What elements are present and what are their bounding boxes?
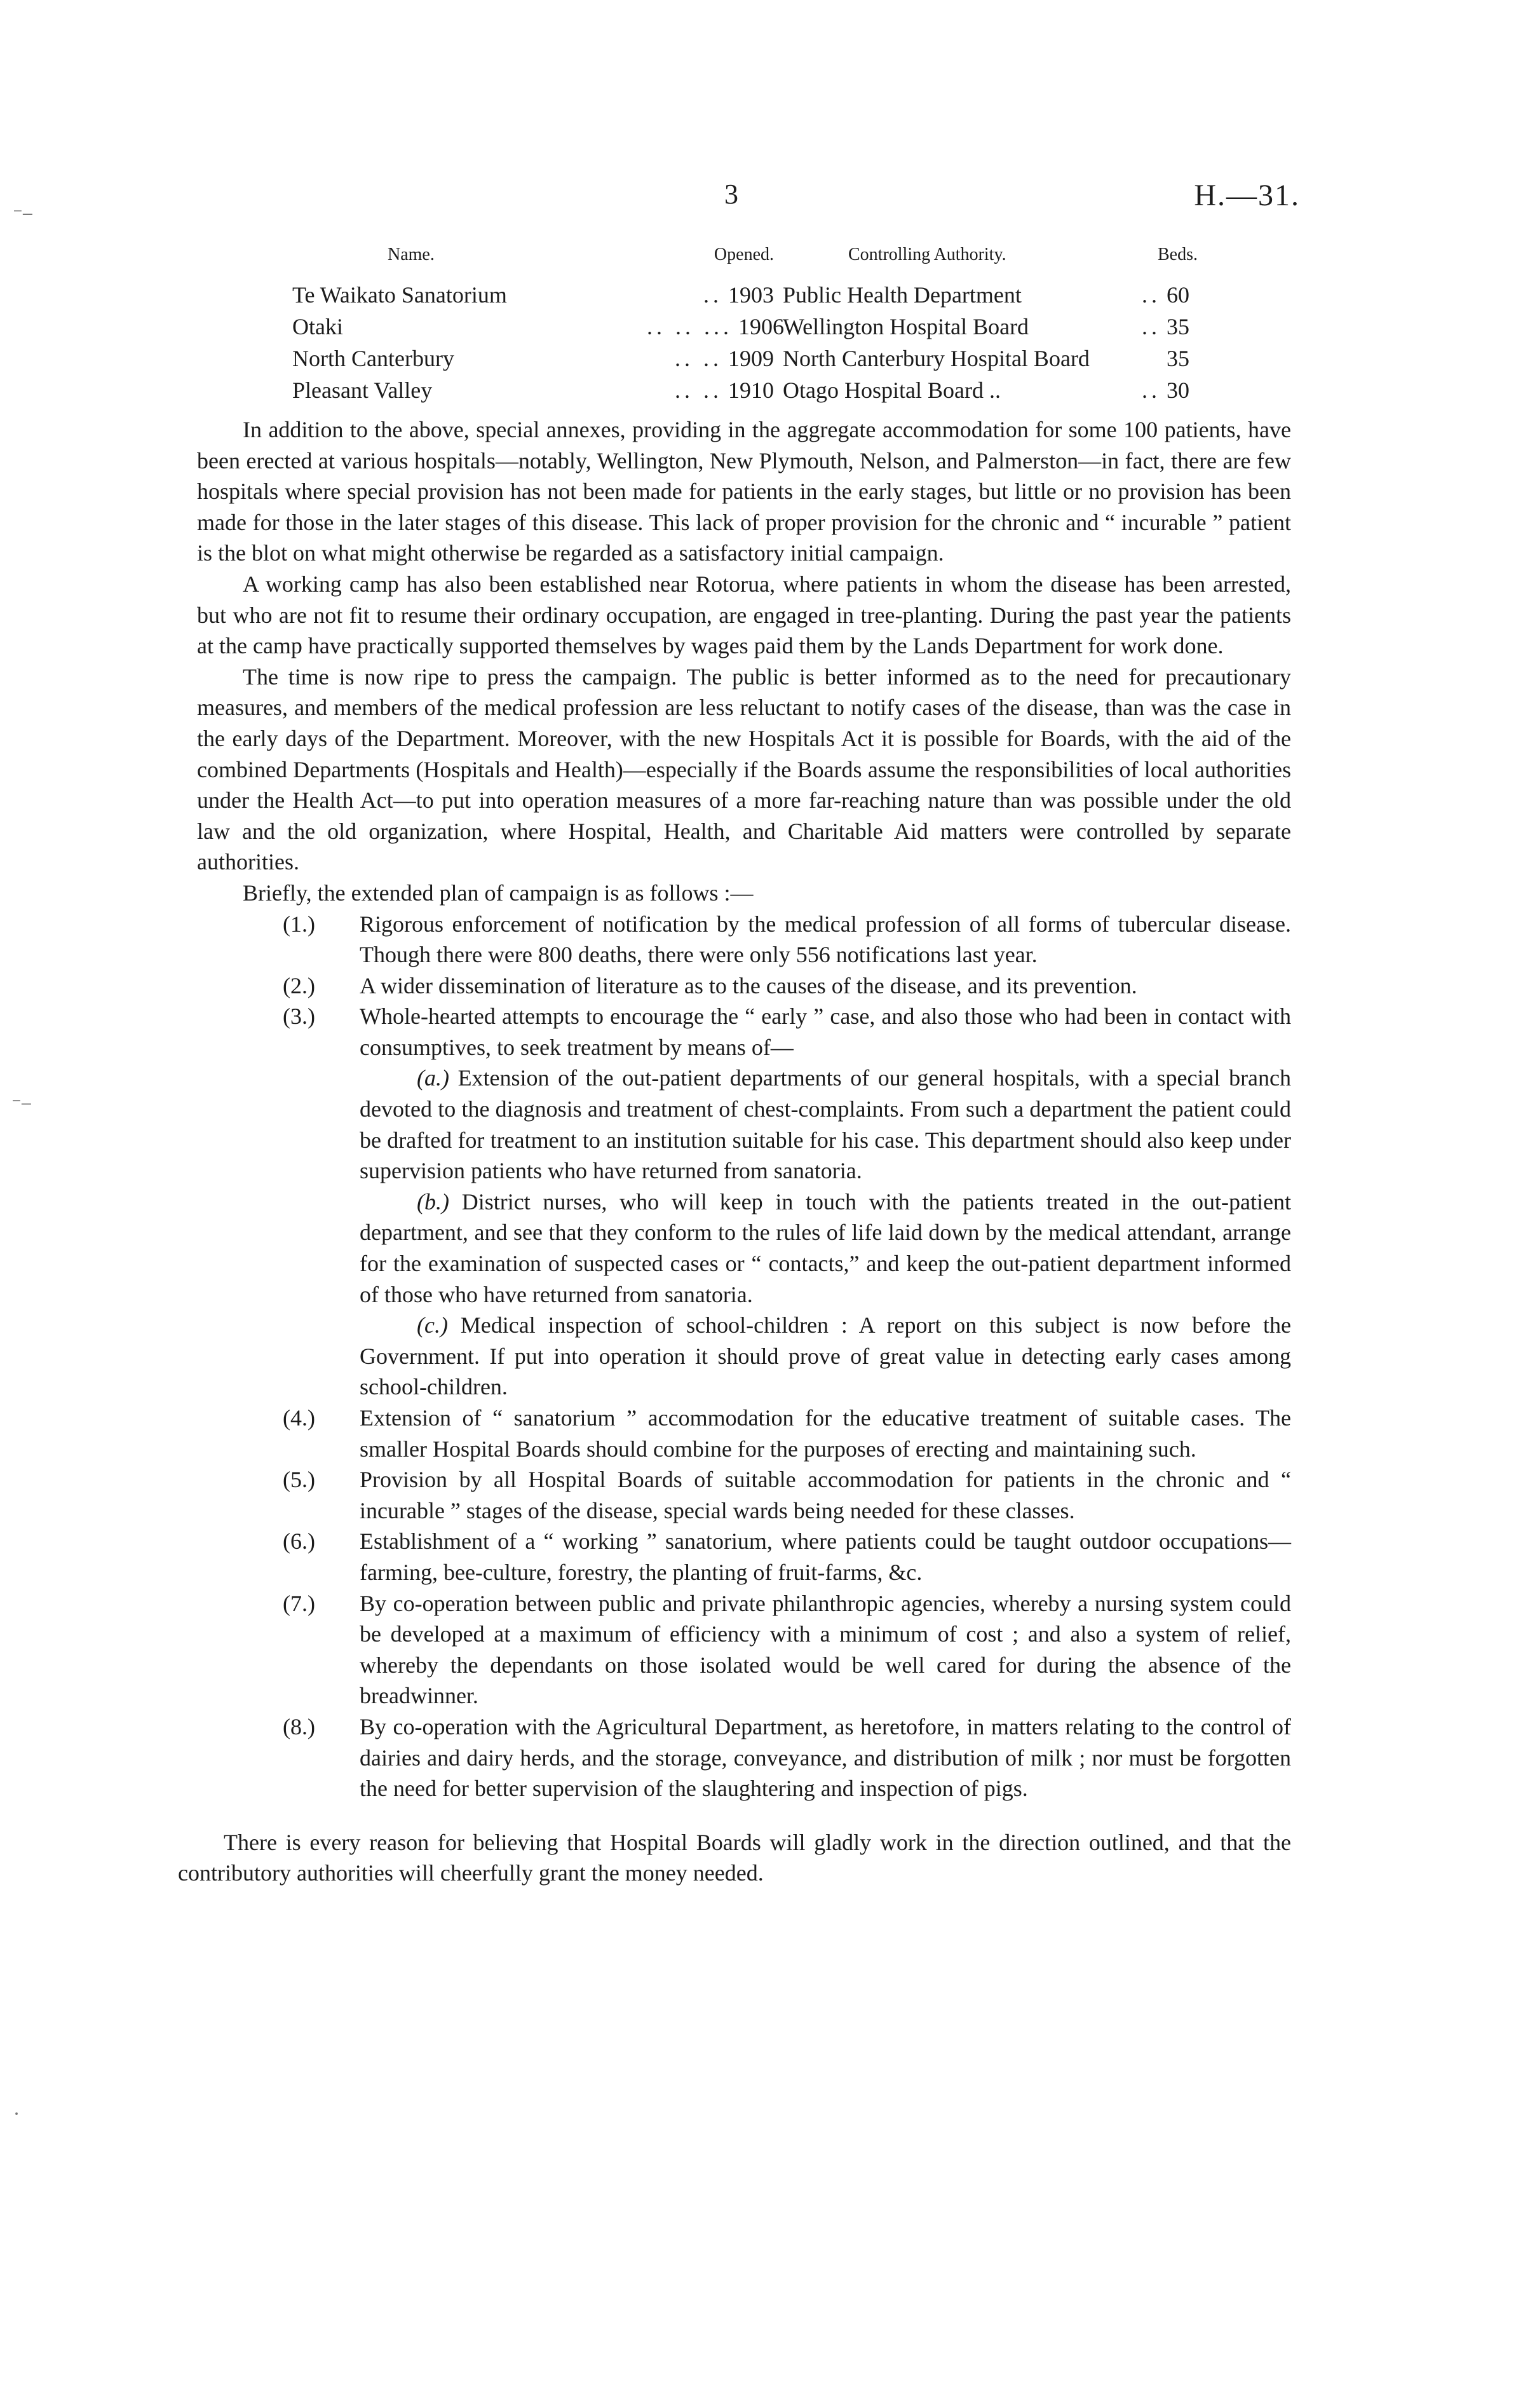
scan-speck: ⁻ ̶	[13, 204, 28, 225]
list-item-text: Provision by all Hospital Boards of suitable accommodation for patients in the chronic and “ incurable ” stages of the disease, special wards being needed for these classes.	[360, 1467, 1291, 1523]
scan-speck: ⸳	[14, 2101, 20, 2122]
page-header	[0, 178, 1516, 229]
institution-opened	[647, 313, 784, 340]
paragraph-annexes: In addition to the above, special annexes, providing in the aggregate accommodation for some 100 patients, have been erected at various hospitals—notably, Wellington, New Plymouth, Nelson, and Palmerston—in fact, there are few hospitals where special provision has not been made for patients in the early stages, but little or no provision has been made for those in the later stages of this disease. This lack of proper provision for the chronic and “ incurable ” patient is the blot on what might otherwise be regarded as a satisfactory initial campaign.	[197, 417, 1291, 566]
column-header-authority: Controlling Authority.	[848, 245, 1006, 264]
list-item-text: Extension of “ sanatorium ” accommodation for the educative treatment of suitable cases. The smaller Hospital Boards should combine for the purposes of erecting and maintaining such.	[360, 1405, 1291, 1462]
beds-count: 35	[1167, 314, 1189, 339]
list-item-number: (3.)	[283, 1003, 315, 1030]
institution-beds	[1126, 377, 1189, 404]
list-item-number: (1.)	[283, 911, 315, 937]
dot-leader: ..	[1142, 378, 1161, 403]
sub-item-text: Medical inspection of school-children : A report on this subject is now before the Government. If put into operation it should prove of great value in detecting early cases among school-children.	[360, 1312, 1292, 1400]
institution-name: Pleasant Valley	[292, 378, 433, 403]
page-number: 3	[724, 179, 738, 210]
sub-item-label: (a.)	[417, 1065, 449, 1091]
opened-year: 1903	[728, 282, 774, 308]
sub-item-text: District nurses, who will keep in touch with the patients treated in the out-patient department, and see that they conform to the rules of life laid down by the medical attendant, arrange for the examination of suspected cases or “ contacts,” and keep the out-patient department informed of those who have returned from sanatoria.	[360, 1188, 1291, 1307]
institution-authority: Wellington Hospital Board	[783, 314, 1029, 339]
institution-authority: Otago Hospital Board ..	[783, 378, 1001, 403]
beds-count: 30	[1167, 378, 1189, 403]
list-item-text: Establishment of a “ working ” sanatorium, where patients could be taught outdoor occupations—farming, bee-culture, forestry, the planting of fruit-farms, &c.	[360, 1528, 1291, 1585]
institution-beds	[1126, 313, 1189, 340]
institution-opened	[647, 377, 774, 404]
dot-leader: ..	[703, 282, 722, 308]
institution-beds	[1126, 282, 1189, 308]
list-item	[197, 909, 1291, 970]
list-item	[197, 1403, 1291, 1464]
institution-opened	[647, 345, 774, 372]
list-item	[197, 970, 1291, 1002]
list-item-number: (7.)	[283, 1590, 315, 1616]
list-item-number: (6.)	[283, 1528, 315, 1554]
list-item-number: (5.)	[283, 1467, 315, 1493]
campaign-plan-list	[197, 909, 1291, 1804]
sub-item-label: (c.)	[417, 1312, 448, 1338]
opened-year: 1906	[738, 314, 784, 339]
column-header-opened: Opened.	[714, 245, 774, 264]
paragraph-plan-intro: Briefly, the extended plan of campaign is as follows :—	[243, 880, 754, 906]
list-item-text: By co-operation with the Agricultural Department, as heretofore, in matters relating to the control of dairies and dairy herds, and the storage, conveyance, and distribution of milk ; nor must be forgotten the need for better supervision of the slaughtering and inspection of pigs.	[360, 1713, 1291, 1802]
institution-name: Te Waikato Sanatorium	[292, 282, 507, 308]
list-item-text: Whole-hearted attempts to encourage the “ early ” case, and also those who had been in contact with consumptives, to seek treatment by means of—	[360, 1003, 1291, 1060]
scan-speck: ⁻ ̶	[11, 1094, 27, 1115]
list-item	[197, 1711, 1291, 1804]
list-item	[197, 1464, 1291, 1526]
beds-count: 60	[1167, 282, 1189, 308]
column-header-beds: Beds.	[1158, 245, 1198, 264]
institution-name: Otaki	[292, 314, 343, 339]
sub-item-label: (b.)	[417, 1188, 449, 1214]
document-code: H.—31.	[1194, 179, 1300, 212]
list-item-number: (2.)	[283, 972, 315, 998]
beds-count: 35	[1167, 346, 1189, 371]
column-header-name: Name.	[388, 245, 435, 264]
sub-item	[360, 1310, 1291, 1403]
list-item-text: Rigorous enforcement of notification by the medical profession of all forms of tubercular disease. Though there were 800 deaths, there were only 556 notifications last year.	[360, 911, 1291, 968]
paragraph-campaign: The time is now ripe to press the campaign. The public is better informed as to the need for precautionary measures, and members of the medical profession are less reluctant to notify cases of the disease, than was the case in the early days of the Department. Moreover, with the new Hospitals Act it is possible for Boards, with the aid of the combined Departments (Hospitals and Health)—especially if the Boards assume the responsibilities of local authorities under the Health Act—to put into operation measures of a more far-reaching nature than was possible under the old law and the old organization, where Hospital, Health, and Charitable Aid matters were controlled by separate authorities.	[197, 663, 1291, 875]
list-item-text: A wider dissemination of literature as to the causes of the disease, and its prevention.	[360, 972, 1137, 998]
list-item-number: (8.)	[283, 1713, 315, 1739]
institution-opened	[647, 282, 774, 308]
list-item-text: By co-operation between public and private philanthropic agencies, whereby a nursing system could be developed at a maximum of efficiency with a minimum of cost ; and also a system of relief, whereby the dependants on those isolated would be well cared for during the absence of the breadwinner.	[360, 1590, 1291, 1709]
list-item	[197, 1526, 1291, 1588]
sub-item	[360, 1063, 1291, 1186]
dot-leader: ..	[1142, 282, 1161, 308]
institution-beds	[1126, 345, 1189, 372]
dot-leader: ..	[1142, 314, 1161, 339]
opened-year: 1910	[728, 378, 774, 403]
list-item-number: (4.)	[283, 1405, 315, 1431]
dot-leader: .. ..	[675, 346, 722, 371]
dot-leader: .. ..	[675, 378, 722, 403]
sub-item-text: Extension of the out-patient departments of our general hospitals, with a special branch devoted to the diagnosis and treatment of chest-complaints. From such a department the patient could be drafted for treatment to an institution suitable for his case. This department should also keep under supervision patients who have returned from sanatoria.	[360, 1065, 1292, 1184]
institution-authority: Public Health Department	[783, 282, 1022, 308]
dot-leader: .. .. ...	[647, 314, 733, 339]
sub-item	[360, 1187, 1291, 1310]
institution-authority: North Canterbury Hospital Board	[783, 346, 1090, 371]
opened-year: 1909	[728, 346, 774, 371]
paragraph-working-camp: A working camp has also been established near Rotorua, where patients in whom the disease has been arrested, but who are not fit to resume their ordinary occupation, are engaged in tree-planting. During the past year the patients at the camp have practically supported themselves by wages paid them by the Lands Department for work done.	[197, 571, 1291, 659]
list-item	[197, 1588, 1291, 1711]
list-item	[197, 1001, 1291, 1063]
body-text	[178, 414, 1292, 1912]
institution-name: North Canterbury	[292, 346, 454, 371]
closing-paragraph: There is every reason for believing that Hospital Boards will gladly work in the direction outlined, and that the contributory authorities will cheerfully grant the money needed.	[178, 1829, 1291, 1886]
